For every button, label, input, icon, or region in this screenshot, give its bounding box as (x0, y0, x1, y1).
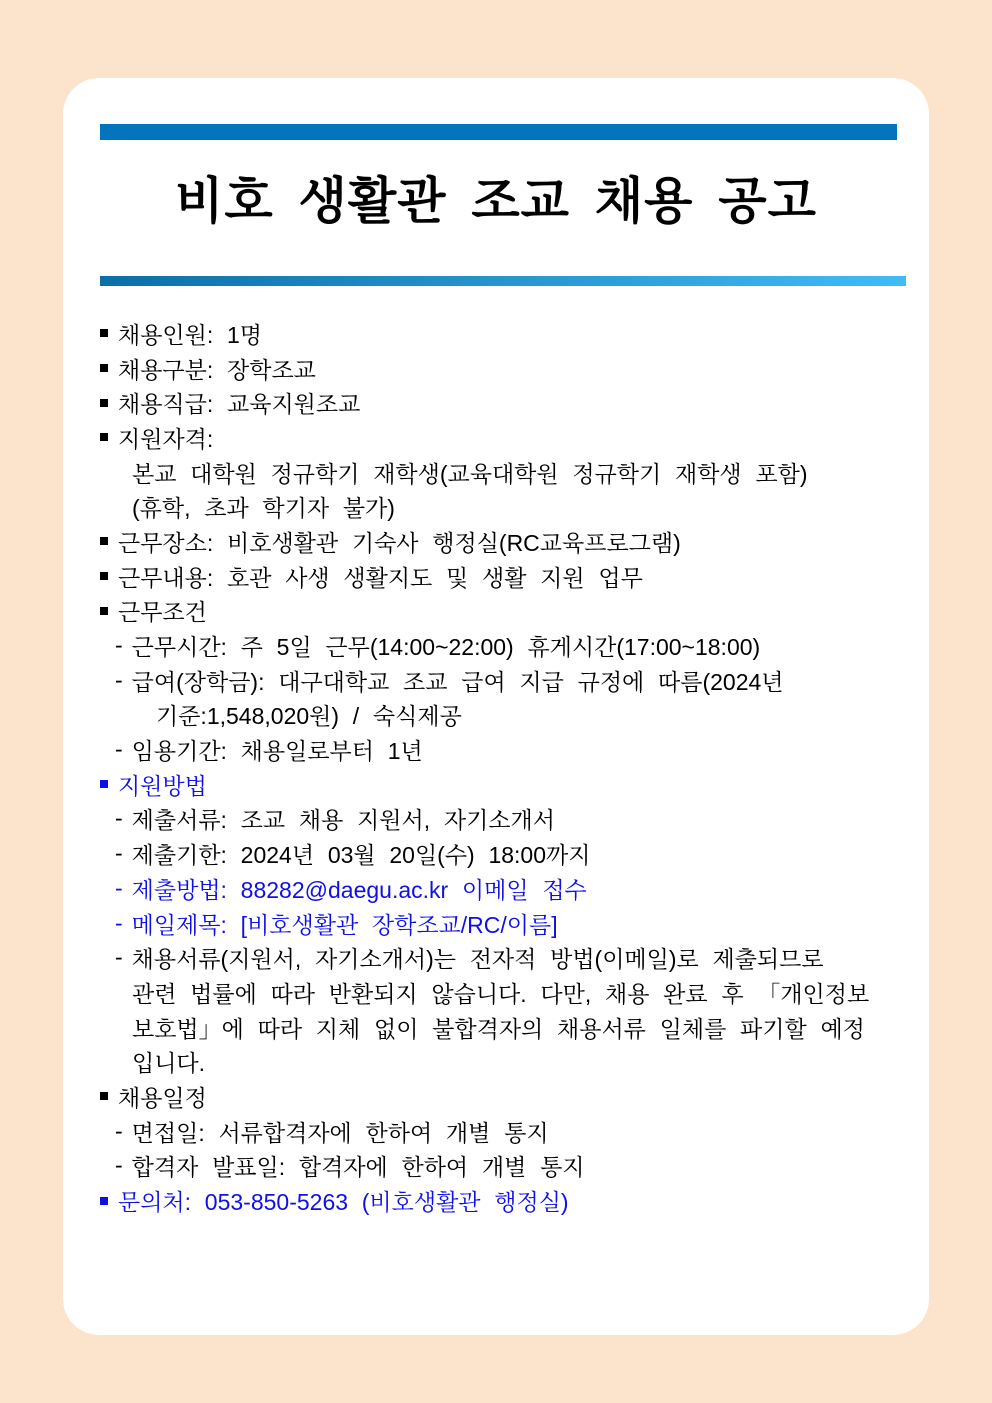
sub-item (63, 732, 929, 767)
line-text: 지원자격: (118, 425, 214, 452)
square-bullet-icon (100, 572, 108, 580)
dash-marker: - (115, 632, 123, 659)
line-text: 근무조건 (118, 599, 207, 626)
bullet-item (63, 1183, 929, 1218)
square-bullet-icon (100, 780, 108, 788)
line-text: 지원방법 (118, 772, 207, 799)
line-text: 문의처: 053-850-5263 (비호생활관 행정실) (118, 1189, 569, 1216)
line-text: 제출기한: 2024년 03월 20일(수) 18:00까지 (131, 842, 591, 869)
title-top-bar (100, 124, 897, 140)
line-text: 근무시간: 주 5일 근무(14:00~22:00) 휴게시간(17:00~18:00) (131, 634, 761, 661)
title-underline-gradient-bar (100, 276, 906, 286)
continuation-line (63, 698, 929, 733)
bullet-item (63, 524, 929, 559)
sub-item (63, 663, 929, 698)
dash-marker: - (115, 1117, 123, 1144)
dash-marker: - (115, 874, 123, 901)
sub-item (63, 871, 929, 906)
square-bullet-icon (100, 364, 108, 372)
line-text: 채용일정 (118, 1084, 207, 1111)
sub-item (63, 940, 929, 975)
line-text: 채용직급: 교육지원조교 (118, 391, 361, 418)
dash-marker: - (115, 840, 123, 867)
line-text: 근무내용: 호관 사생 생활지도 및 생활 지원 업무 (118, 564, 643, 591)
dash-marker: - (115, 666, 123, 693)
square-bullet-icon (100, 329, 108, 337)
bullet-item (63, 351, 929, 386)
line-text: 제출서류: 조교 채용 지원서, 자기소개서 (131, 807, 555, 834)
line-text: 채용서류(지원서, 자기소개서)는 전자적 방법(이메일)로 제출되므로 (131, 946, 824, 973)
line-text: 관련 법률에 따라 반환되지 않습니다. 다만, 채용 완료 후 「개인정보 (132, 980, 870, 1007)
dash-marker: - (115, 805, 123, 832)
square-bullet-icon (100, 1197, 108, 1205)
line-text: 근무장소: 비호생활관 기숙사 행정실(RC교육프로그램) (118, 529, 681, 556)
bullet-item (63, 767, 929, 802)
square-bullet-icon (100, 607, 108, 615)
line-text: (휴학, 초과 학기자 불가) (132, 495, 395, 522)
line-text: 보호법」에 따라 지체 없이 불합격자의 채용서류 일체를 파기할 예정 (132, 1015, 865, 1042)
line-text: 면접일: 서류합격자에 한하여 개별 통지 (131, 1119, 549, 1146)
square-bullet-icon (100, 433, 108, 441)
bullet-item (63, 385, 929, 420)
line-text: 채용구분: 장학조교 (118, 356, 316, 383)
line-text: 임용기간: 채용일로부터 1년 (131, 738, 423, 765)
sub-item (63, 836, 929, 871)
notice-card (63, 78, 929, 1335)
continuation-line (63, 975, 929, 1010)
bullet-item (63, 559, 929, 594)
square-bullet-icon (100, 399, 108, 407)
line-text: 제출방법: 88282@daegu.ac.kr 이메일 접수 (131, 876, 587, 903)
sub-item (63, 802, 929, 837)
line-text: 기준:1,548,020원) / 숙식제공 (156, 703, 462, 730)
bullet-item (63, 1079, 929, 1114)
bullet-item (63, 594, 929, 629)
bullet-item (63, 316, 929, 351)
line-text: 메일제목: [비호생활관 장학조교/RC/이름] (131, 911, 558, 938)
bullet-item (63, 420, 929, 455)
notice-title: 비호 생활관 조교 채용 공고 (175, 173, 817, 229)
sub-item (63, 1149, 929, 1184)
dash-marker: - (115, 1152, 123, 1179)
dash-marker: - (115, 736, 123, 763)
square-bullet-icon (100, 537, 108, 545)
line-text: 채용인원: 1명 (118, 321, 263, 348)
sub-item (63, 906, 929, 941)
square-bullet-icon (100, 1092, 108, 1100)
line-text: 본교 대학원 정규학기 재학생(교육대학원 정규학기 재학생 포함) (132, 460, 808, 487)
dash-marker: - (115, 909, 123, 936)
continuation-line (63, 1010, 929, 1045)
line-text: 급여(장학금): 대구대학교 조교 급여 지급 규정에 따름(2024년 (131, 668, 784, 695)
notice-body (63, 316, 929, 1218)
continuation-line (63, 455, 929, 490)
continuation-line (63, 1044, 929, 1079)
dash-marker: - (115, 944, 123, 971)
line-text: 합격자 발표일: 합격자에 한하여 개별 통지 (131, 1154, 585, 1181)
continuation-line (63, 489, 929, 524)
line-text: 입니다. (132, 1050, 206, 1077)
sub-item (63, 628, 929, 663)
sub-item (63, 1114, 929, 1149)
